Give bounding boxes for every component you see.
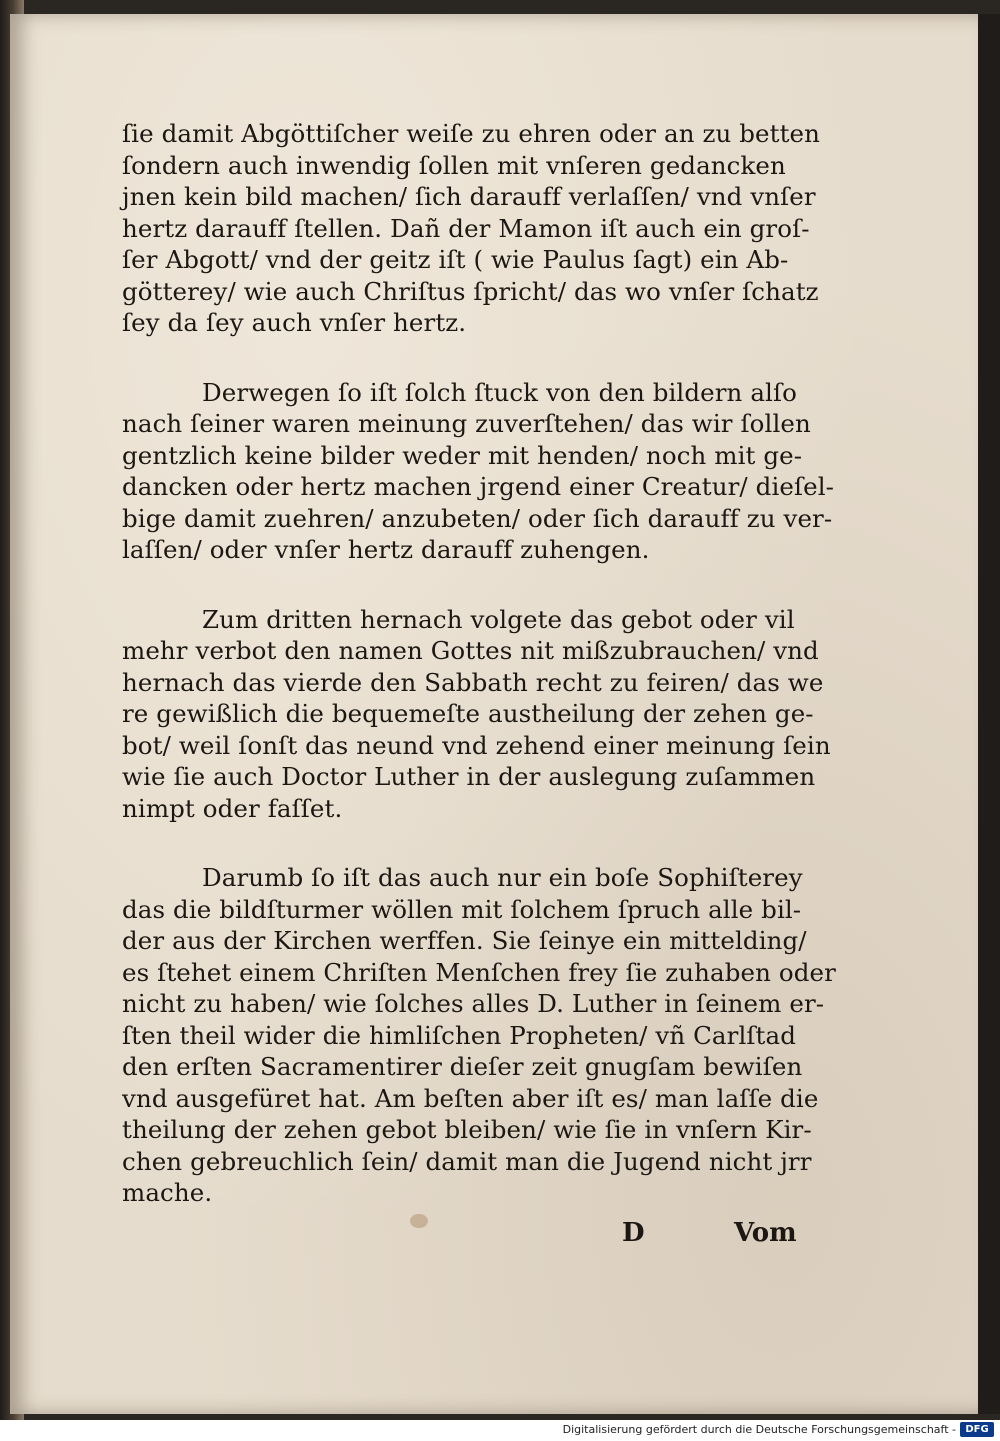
funding-credit: Digitalisierung gefördert durch die Deutsche Forschungsgemeinschaft - [562, 1423, 956, 1436]
text-line: wie ſie auch Doctor Luther in der auslegung zuſammen [122, 762, 816, 791]
text-line: der aus der Kirchen werffen. Sie ſeinye ein mittelding/ [122, 926, 807, 955]
text-line: das die bildſturmer wöllen mit ſolchem ſpruch alle bil- [122, 894, 802, 924]
text-line: bige damit zuehren/ anzubeten/ oder ſich darauff zu ver- [122, 503, 833, 533]
text-line: hernach das vierde den Sabbath recht zu feiren/ das we [122, 667, 824, 697]
text-line: bot/ weil ſonſt das neund vnd zehend einer meinung ſein [122, 730, 831, 760]
text-line: ſondern auch inwendig ſollen mit vnſeren gedancken [122, 150, 786, 180]
text-line: dancken oder hertz machen jrgend einer Creatur/ dieſel- [122, 472, 835, 501]
text-line: ſie damit Abgöttiſcher weiſe zu ehren oder an zu betten [122, 119, 821, 148]
paragraph-4 [122, 862, 836, 1209]
text-line: re gewißlich die bequemeſte austheilung der zehen ge- [122, 699, 814, 728]
text-line: ſer Abgott/ vnd der geitz iſt ( wie Paulus ſagt) ein Ab- [122, 245, 789, 274]
text-line: chen gebreuchlich ſein/ damit man die Jugend nicht jrr [122, 1146, 812, 1176]
text-line: hertz darauff ſtellen. Dañ der Mamon iſt auch ein groſ- [122, 213, 810, 243]
text-line: jnen kein bild machen/ ſich darauff verlaſſen/ vnd vnſer [122, 182, 816, 211]
paragraph-3 [122, 604, 831, 825]
paragraph-2 [122, 377, 835, 566]
text-line: Zum dritten hernach volgete das gebot oder vil [202, 604, 795, 634]
text-line: den erſten Sacramentirer dieſer zeit gnugſam bewiſen [122, 1052, 803, 1081]
signature-mark: D [622, 1218, 645, 1248]
catchword: Vom [734, 1218, 797, 1248]
text-line: ſey da ſey auch vnſer hertz. [122, 308, 467, 337]
page-body-text [122, 118, 836, 1247]
paper-stain [410, 1214, 428, 1228]
text-line: mache. [122, 1178, 213, 1207]
digitization-footer [0, 1420, 1000, 1441]
text-line: nach ſeiner waren meinung zuverſtehen/ das wir ſollen [122, 409, 811, 438]
text-line: laſſen/ oder vnſer hertz darauff zuhengen. [122, 535, 650, 564]
text-line: mehr verbot den namen Gottes nit mißzubrauchen/ vnd [122, 636, 819, 665]
text-line: götterey/ wie auch Chriſtus ſpricht/ das wo vnſer ſchatz [122, 276, 819, 306]
text-line: ſten theil wider die himliſchen Propheten/ vñ Carlſtad [122, 1020, 796, 1050]
paragraph-1 [122, 118, 821, 339]
text-line: gentzlich keine bilder weder mit henden/ noch mit ge- [122, 440, 803, 470]
dfg-logo[interactable]: DFG [960, 1422, 994, 1437]
text-line: es ſtehet einem Chriſten Menſchen frey ſie zuhaben oder [122, 957, 836, 987]
text-line: nicht zu haben/ wie ſolches alles D. Luther in ſeinem er- [122, 989, 825, 1018]
scan-right-border [978, 14, 1000, 1414]
text-line: nimpt oder faſſet. [122, 793, 343, 823]
text-line: theilung der zehen gebot bleiben/ wie ſie in vnſern Kir- [122, 1115, 812, 1144]
text-line: vnd ausgefüret hat. Am beſten aber iſt es/ man laſſe die [122, 1083, 819, 1113]
text-line: Darumb ſo iſt das auch nur ein boſe Sophiſterey [202, 863, 803, 892]
text-line: Derwegen ſo iſt ſolch ſtuck von den bildern alſo [202, 377, 797, 407]
